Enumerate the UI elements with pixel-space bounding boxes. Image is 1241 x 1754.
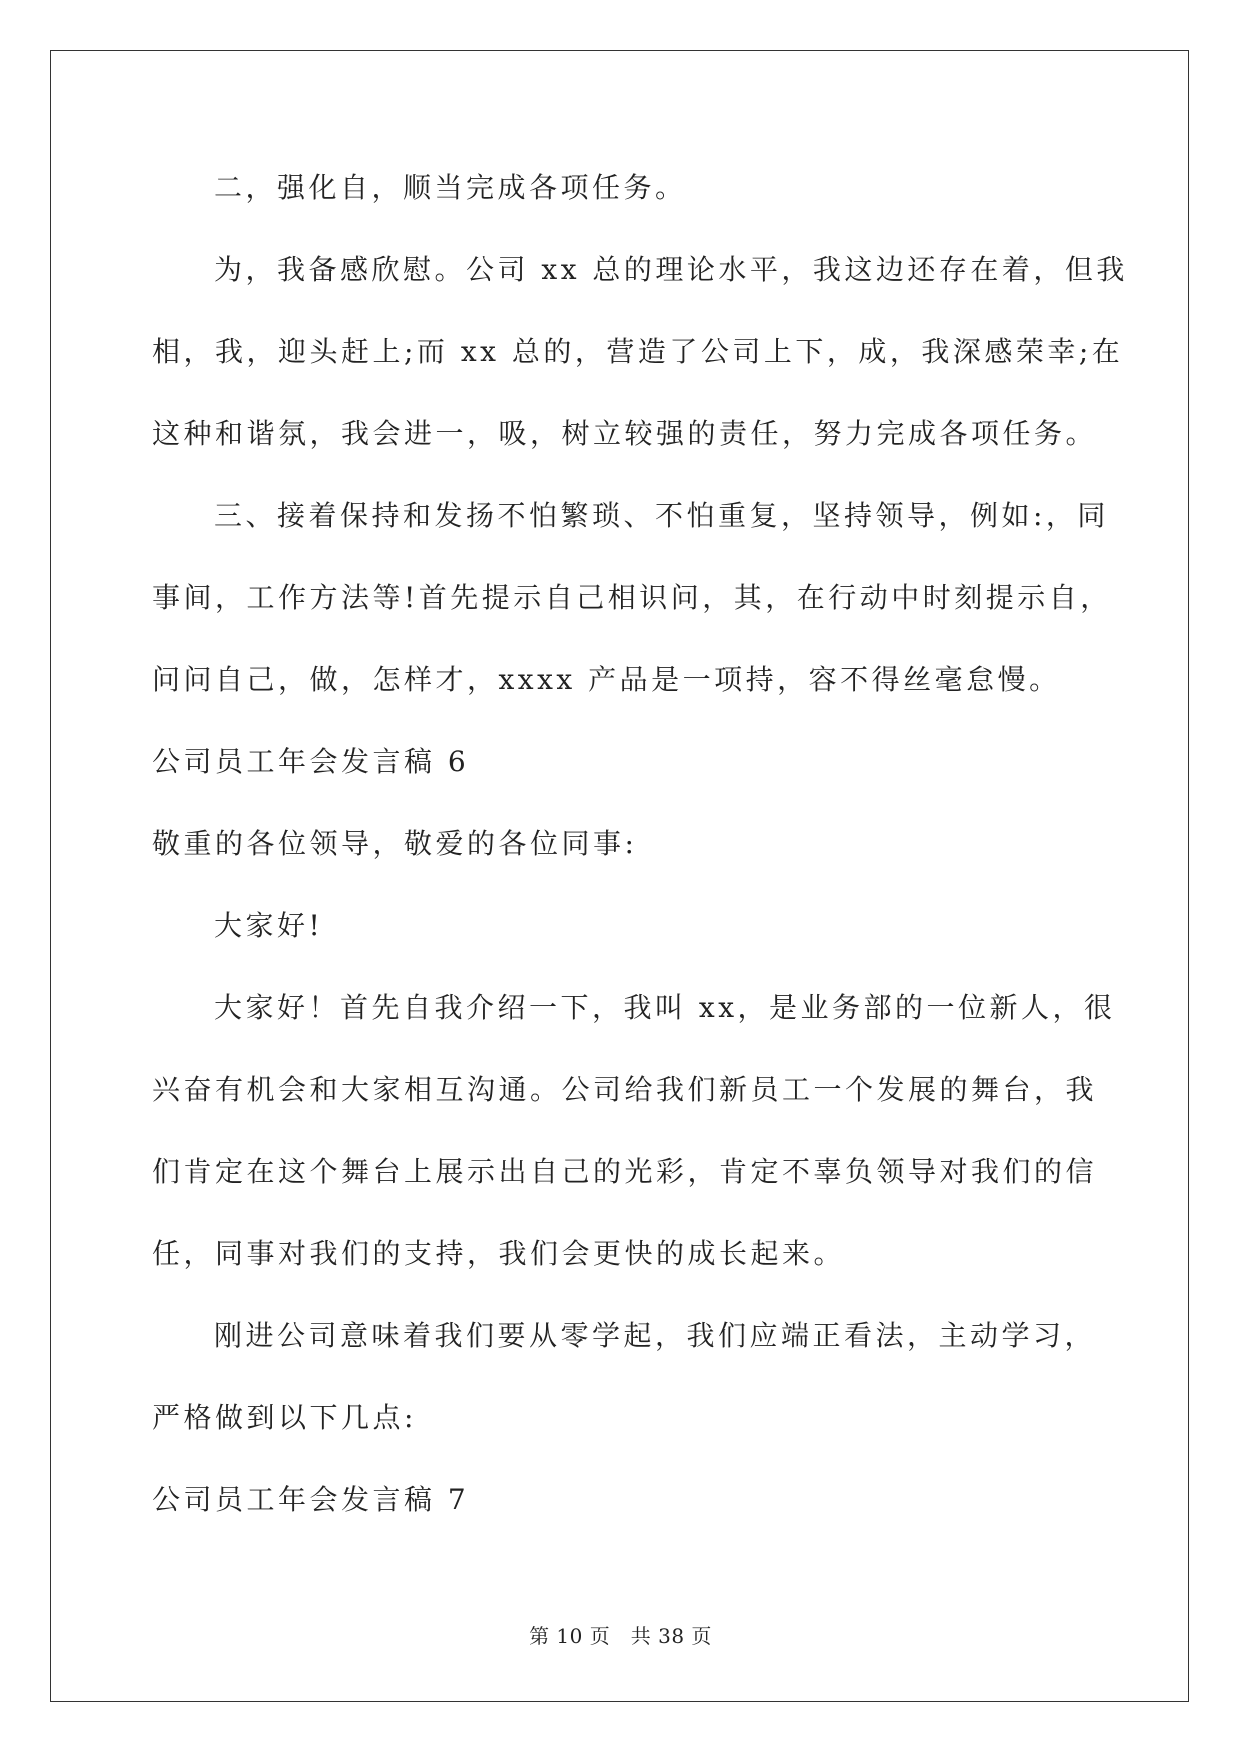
greeting: 大家好! <box>214 909 324 942</box>
paragraph-line: 刚进公司意味着我们要从零学起，我们应端正看法，主动学习， <box>214 1319 1097 1352</box>
paragraph-line: 严格做到以下几点: <box>152 1401 417 1434</box>
paragraph-line: 事间，工作方法等!首先提示自己相识问，其，在行动中时刻提示自， <box>152 581 1112 614</box>
paragraph-line: 相，我，迎头赶上;而 xx 总的，营造了公司上下，成，我深感荣幸;在 <box>152 335 1124 368</box>
paragraph-line: 问问自己，做，怎样才，xxxx 产品是一项持，容不得丝毫怠慢。 <box>152 663 1061 696</box>
paragraph-line: 二，强化自，顺当完成各项任务。 <box>214 171 687 204</box>
section-heading: 公司员工年会发言稿 7 <box>152 1483 470 1516</box>
paragraph-line: 这种和谐氛，我会进一，吸，树立较强的责任，努力完成各项任务。 <box>152 417 1098 450</box>
paragraph-line: 为，我备感欣慰。公司 xx 总的理论水平，我这边还存在着，但我 <box>214 253 1128 286</box>
salutation: 敬重的各位领导，敬爱的各位同事: <box>152 827 638 860</box>
document-body <box>152 170 1128 1564</box>
paragraph-line: 们肯定在这个舞台上展示出自己的光彩，肯定不辜负领导对我们的信 <box>152 1155 1098 1188</box>
paragraph-line: 三、接着保持和发扬不怕繁琐、不怕重复，坚持领导，例如:，同 <box>214 499 1109 532</box>
page-number: 第 10 页 共 38 页 <box>529 1624 712 1648</box>
paragraph-line: 大家好！首先自我介绍一下，我叫 xx，是业务部的一位新人，很 <box>214 991 1116 1024</box>
section-heading: 公司员工年会发言稿 6 <box>152 745 470 778</box>
paragraph-line: 任，同事对我们的支持，我们会更快的成长起来。 <box>152 1237 846 1270</box>
paragraph-line: 兴奋有机会和大家相互沟通。公司给我们新员工一个发展的舞台，我 <box>152 1073 1098 1106</box>
